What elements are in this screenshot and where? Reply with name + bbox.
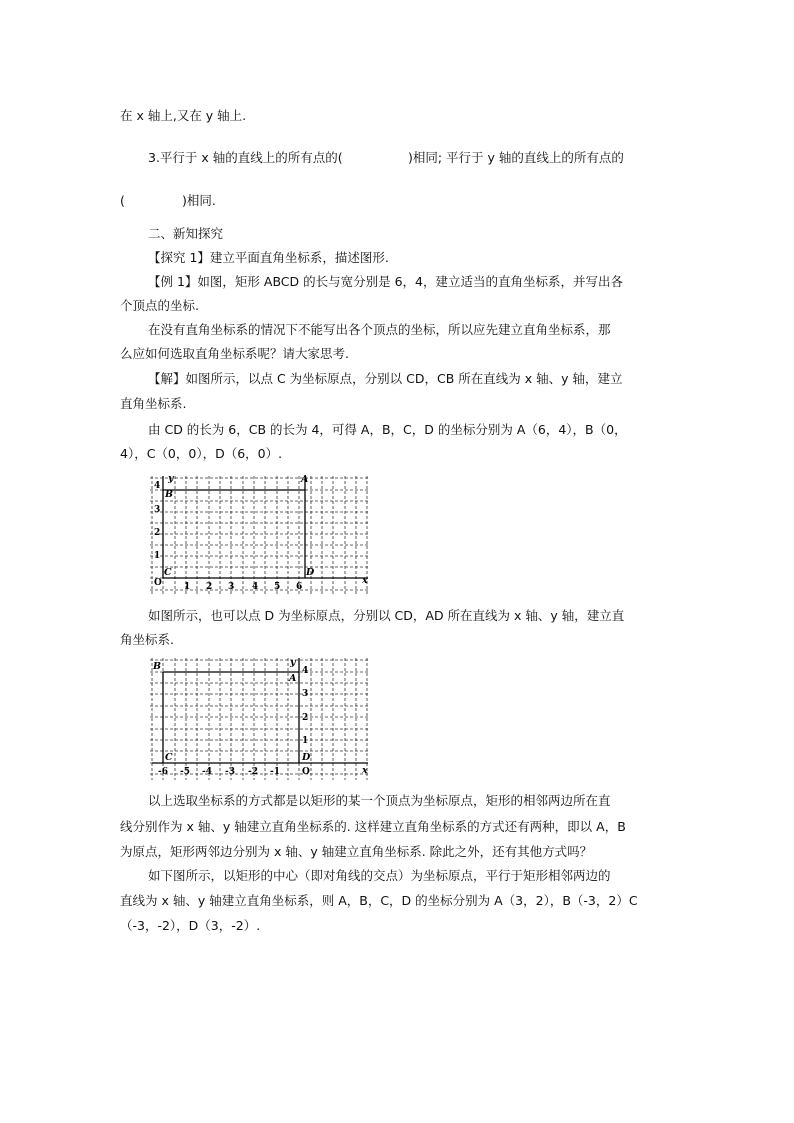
y-tick-label: 2: [302, 713, 309, 723]
text-line: 么应如何选取直角坐标系呢？请大家思考.: [120, 346, 349, 361]
x-axis-label: x: [362, 575, 368, 586]
point-c-label: C: [164, 567, 172, 578]
point-a-label: A: [301, 474, 309, 485]
y-tick-label: 2: [154, 528, 161, 538]
text-line: 由 CD 的长为 6，CB 的长为 4，可得 A，B，C，D 的坐标分别为 A（6，4），B（0，: [148, 422, 627, 437]
x-tick-label: 1: [184, 582, 191, 592]
y-tick-label: 1: [302, 736, 309, 746]
text-line: 以上选取坐标系的方式都是以矩形的某一个顶点为坐标原点，矩形的相邻两边所在直: [148, 793, 611, 808]
x-tick-label: 3: [228, 582, 235, 592]
text-line: 个顶点的坐标.: [120, 298, 199, 313]
point-d-label: D: [302, 752, 311, 763]
origin-label: O: [302, 767, 310, 777]
text-line: 角坐标系.: [120, 632, 174, 647]
x-tick-label: -3: [225, 767, 235, 777]
text-line: 线分别作为 x 轴、y 轴建立直角坐标系的. 这样建立直角坐标系的方式还有两种，即以 A，B: [120, 819, 626, 834]
coordinate-grid-2: [148, 656, 372, 782]
text-line: 4），C（0，0），D（6，0）.: [120, 446, 283, 461]
x-tick-label: -2: [248, 767, 258, 777]
text-line: 为原点，矩形两邻边分别为 x 轴、y 轴建立直角坐标系. 除此之外，还有其他方式吗？: [120, 844, 593, 859]
coordinate-grid-1: [148, 472, 372, 598]
x-axis-label: x: [362, 765, 368, 776]
x-tick-label: -6: [158, 767, 168, 777]
text-line: 直角坐标系.: [120, 396, 187, 411]
origin-label: O: [154, 578, 162, 588]
text-line: 如下图所示，以矩形的中心（即对角线的交点）为坐标原点，平行于矩形相邻两边的: [148, 868, 611, 883]
y-tick-label: 4: [154, 481, 161, 491]
point-a-label: A: [289, 673, 297, 684]
x-tick-label: 6: [296, 582, 303, 592]
text-line: 【解】如图所示，以点 C 为坐标原点，分别以 CD，CB 所在直线为 x 轴、y 轴，建立: [148, 371, 623, 386]
text-line: 在没有直角坐标系的情况下不能写出各个顶点的坐标，所以应先建立直角坐标系，那: [148, 322, 611, 337]
point-d-label: D: [306, 567, 315, 578]
y-tick-label: 1: [154, 551, 161, 561]
text-line: 【探究 1】建立平面直角坐标系，描述图形.: [148, 250, 389, 265]
section-heading: 二、新知探究: [148, 226, 224, 241]
point-b-label: B: [165, 489, 174, 500]
y-axis-label: y: [290, 657, 296, 668]
x-tick-label: -5: [180, 767, 190, 777]
text-line: 直线为 x 轴、y 轴建立直角坐标系，则 A，B，C，D 的坐标分别为 A（3，2），B（-3，2）C: [120, 893, 638, 908]
text-line: )相同; 平行于 y 轴的直线上的所有点的: [408, 150, 624, 165]
x-tick-label: -1: [270, 767, 280, 777]
y-tick-label: 3: [154, 505, 161, 515]
x-tick-label: -4: [202, 767, 212, 777]
text-line: 【例 1】如图，矩形 ABCD 的长与宽分别是 6，4，建立适当的直角坐标系，并写出各: [148, 274, 624, 289]
point-c-label: C: [165, 752, 173, 763]
y-axis-label: y: [168, 473, 174, 484]
coordinate-figure-1: [148, 472, 372, 601]
text-line: 如图所示，也可以点 D 为坐标原点，分别以 CD，AD 所在直线为 x 轴、y 轴，建立直: [148, 608, 625, 623]
coordinate-figure-2: [148, 656, 372, 785]
text-line: 在 x 轴上,又在 y 轴上.: [120, 108, 247, 123]
x-tick-label: 4: [252, 582, 259, 592]
text-line: (: [120, 193, 125, 208]
text-line: )相同.: [182, 193, 216, 208]
y-tick-label: 4: [302, 666, 309, 676]
x-tick-label: 5: [274, 582, 281, 592]
x-tick-label: 2: [206, 582, 213, 592]
point-b-label: B: [153, 661, 162, 672]
text-line: 3.平行于 x 轴的直线上的所有点的(: [148, 150, 343, 165]
y-tick-label: 3: [302, 689, 309, 699]
text-line: （-3，-2），D（3，-2）.: [120, 918, 261, 933]
